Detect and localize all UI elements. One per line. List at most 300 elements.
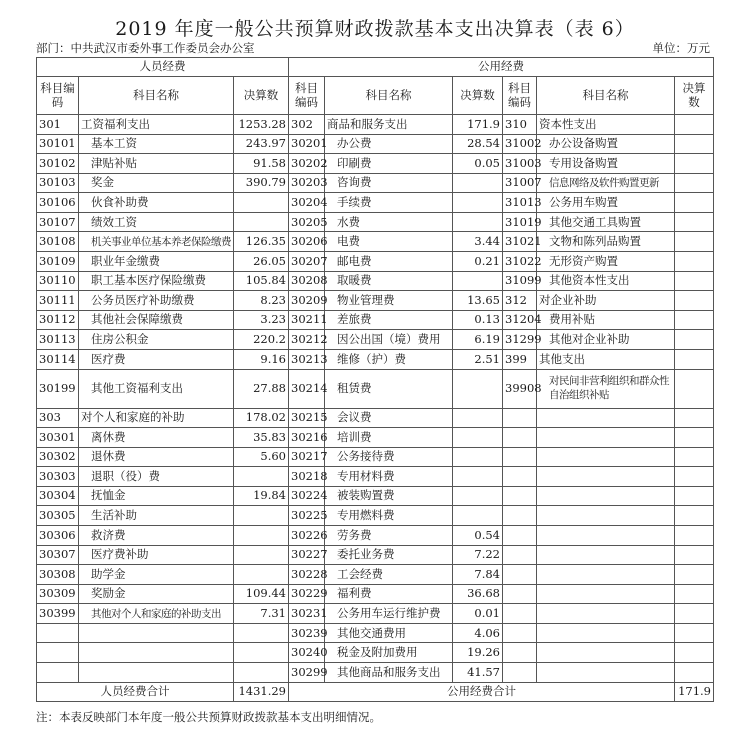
code-cell: 310 [503, 115, 537, 135]
name-header: 科目名称 [325, 77, 453, 115]
name-cell: 手续费 [325, 193, 453, 213]
code-cell: 31204 [503, 310, 537, 330]
name-cell: 其他对企业补助 [537, 330, 675, 350]
code-header: 科目编码 [289, 77, 325, 115]
code-cell: 30206 [289, 232, 325, 252]
table-row [37, 663, 714, 683]
code-cell: 30218 [289, 467, 325, 487]
code-cell [503, 545, 537, 565]
name-cell: 维修（护）费 [325, 349, 453, 369]
code-cell: 31019 [503, 212, 537, 232]
amount-cell [675, 565, 714, 585]
code-cell: 30111 [37, 291, 79, 311]
table-row [37, 604, 714, 624]
code-cell: 31299 [503, 330, 537, 350]
name-cell [537, 486, 675, 506]
amount-cell [675, 467, 714, 487]
code-cell: 30216 [289, 428, 325, 448]
table-row [37, 369, 714, 408]
code-cell: 31013 [503, 193, 537, 213]
amount-cell [675, 584, 714, 604]
name-cell: 差旅费 [325, 310, 453, 330]
amount-cell [675, 604, 714, 624]
name-cell: 电费 [325, 232, 453, 252]
code-cell [503, 506, 537, 526]
amount-cell [453, 467, 503, 487]
name-cell: 文物和陈列品购置 [537, 232, 675, 252]
code-cell: 30209 [289, 291, 325, 311]
table-row [37, 447, 714, 467]
amount-cell: 390.79 [234, 173, 289, 193]
name-cell [79, 663, 234, 683]
amount-cell: 35.83 [234, 428, 289, 448]
amount-cell [675, 408, 714, 428]
code-cell: 30212 [289, 330, 325, 350]
name-cell: 培训费 [325, 428, 453, 448]
amount-cell [675, 486, 714, 506]
name-cell [537, 545, 675, 565]
amount-cell: 13.65 [453, 291, 503, 311]
name-cell: 对个人和家庭的补助 [79, 408, 234, 428]
code-cell: 30231 [289, 604, 325, 624]
name-cell: 其他交通工具购置 [537, 212, 675, 232]
name-cell: 抚恤金 [79, 486, 234, 506]
code-cell: 31002 [503, 134, 537, 154]
footnote: 注：本表反映部门本年度一般公共预算财政拨款基本支出明细情况。 [36, 710, 381, 724]
name-cell [537, 663, 675, 683]
expenditure-table [36, 57, 714, 702]
name-cell: 办公费 [325, 134, 453, 154]
name-cell [537, 643, 675, 663]
amount-cell [675, 173, 714, 193]
amount-header: 决算数 [234, 77, 289, 115]
amount-cell [675, 291, 714, 311]
name-cell: 退职（役）费 [79, 467, 234, 487]
name-cell: 基本工资 [79, 134, 234, 154]
name-cell: 水费 [325, 212, 453, 232]
amount-cell [453, 212, 503, 232]
amount-cell: 6.19 [453, 330, 503, 350]
code-cell: 30199 [37, 369, 79, 408]
amount-cell [675, 193, 714, 213]
amount-cell: 3.23 [234, 310, 289, 330]
name-cell: 劳务费 [325, 525, 453, 545]
name-cell: 其他工资福利支出 [79, 369, 234, 408]
amount-cell: 28.54 [453, 134, 503, 154]
name-cell: 其他交通费用 [325, 623, 453, 643]
name-cell: 医疗费 [79, 349, 234, 369]
table-row [37, 408, 714, 428]
code-cell: 30215 [289, 408, 325, 428]
code-header: 科目编码 [37, 77, 79, 115]
code-cell [503, 584, 537, 604]
code-cell: 30110 [37, 271, 79, 291]
amount-cell [234, 506, 289, 526]
amount-cell [675, 663, 714, 683]
amount-cell: 0.05 [453, 154, 503, 174]
amount-cell [453, 408, 503, 428]
code-cell: 30309 [37, 584, 79, 604]
name-cell: 生活补助 [79, 506, 234, 526]
amount-cell: 27.88 [234, 369, 289, 408]
amount-cell: 19.84 [234, 486, 289, 506]
name-cell: 医疗费补助 [79, 545, 234, 565]
amount-cell: 19.26 [453, 643, 503, 663]
name-cell: 委托业务费 [325, 545, 453, 565]
table-row [37, 134, 714, 154]
table-row [37, 271, 714, 291]
code-cell: 30306 [37, 525, 79, 545]
amount-cell [675, 232, 714, 252]
name-cell: 租赁费 [325, 369, 453, 408]
name-cell: 其他支出 [537, 349, 675, 369]
code-cell: 39908 [503, 369, 537, 408]
amount-cell [675, 545, 714, 565]
name-cell: 咨询费 [325, 173, 453, 193]
name-cell [537, 408, 675, 428]
table-row [37, 115, 714, 135]
code-cell: 30227 [289, 545, 325, 565]
amount-header: 决算数 [675, 77, 714, 115]
code-cell: 30204 [289, 193, 325, 213]
name-cell: 离休费 [79, 428, 234, 448]
name-cell: 救济费 [79, 525, 234, 545]
name-cell: 津贴补贴 [79, 154, 234, 174]
name-cell: 税金及附加费用 [325, 643, 453, 663]
amount-cell: 0.54 [453, 525, 503, 545]
amount-cell [234, 643, 289, 663]
table-row [37, 643, 714, 663]
amount-cell [675, 349, 714, 369]
name-cell [537, 584, 675, 604]
code-cell: 31099 [503, 271, 537, 291]
table-row [37, 330, 714, 350]
code-cell: 30302 [37, 447, 79, 467]
amount-cell [675, 252, 714, 272]
amount-cell: 220.2 [234, 330, 289, 350]
code-cell: 30108 [37, 232, 79, 252]
amount-cell [234, 212, 289, 232]
code-cell: 30202 [289, 154, 325, 174]
code-cell [503, 643, 537, 663]
amount-cell: 41.57 [453, 663, 503, 683]
amount-cell [234, 467, 289, 487]
code-cell [503, 565, 537, 585]
amount-cell: 1253.28 [234, 115, 289, 135]
code-cell: 30305 [37, 506, 79, 526]
name-cell: 专用燃料费 [325, 506, 453, 526]
code-cell: 30103 [37, 173, 79, 193]
code-cell [37, 643, 79, 663]
amount-cell [453, 506, 503, 526]
code-cell: 30213 [289, 349, 325, 369]
name-cell [537, 447, 675, 467]
code-cell: 30107 [37, 212, 79, 232]
code-header: 科目编码 [503, 77, 537, 115]
table-row [37, 212, 714, 232]
amount-cell [234, 565, 289, 585]
name-cell: 其他商品和服务支出 [325, 663, 453, 683]
code-cell: 30224 [289, 486, 325, 506]
name-cell: 公务接待费 [325, 447, 453, 467]
amount-cell [675, 428, 714, 448]
code-cell: 30203 [289, 173, 325, 193]
amount-cell [675, 623, 714, 643]
code-cell: 30228 [289, 565, 325, 585]
name-cell: 会议费 [325, 408, 453, 428]
code-cell: 30217 [289, 447, 325, 467]
code-cell: 30208 [289, 271, 325, 291]
amount-cell: 7.84 [453, 565, 503, 585]
name-cell: 信息网络及软件购置更新 [537, 173, 675, 193]
code-cell: 30399 [37, 604, 79, 624]
code-cell [503, 408, 537, 428]
code-cell [503, 428, 537, 448]
amount-cell: 91.58 [234, 154, 289, 174]
name-cell: 被装购置费 [325, 486, 453, 506]
code-cell [503, 623, 537, 643]
amount-cell: 4.06 [453, 623, 503, 643]
name-cell: 资本性支出 [537, 115, 675, 135]
code-cell: 30214 [289, 369, 325, 408]
amount-cell [675, 330, 714, 350]
code-cell: 30101 [37, 134, 79, 154]
name-cell: 机关事业单位基本养老保险缴费 [79, 232, 234, 252]
amount-cell [675, 271, 714, 291]
table-row [37, 486, 714, 506]
code-cell [37, 663, 79, 683]
name-cell: 工资福利支出 [79, 115, 234, 135]
amount-cell [453, 173, 503, 193]
amount-cell [675, 447, 714, 467]
amount-cell [453, 193, 503, 213]
name-cell: 无形资产购置 [537, 252, 675, 272]
name-cell: 邮电费 [325, 252, 453, 272]
amount-cell: 243.97 [234, 134, 289, 154]
amount-cell [453, 369, 503, 408]
page-title: 2019 年度一般公共预算财政拨款基本支出决算表（表 6） [115, 18, 635, 40]
code-cell: 30304 [37, 486, 79, 506]
code-cell: 30207 [289, 252, 325, 272]
table-row [37, 467, 714, 487]
name-cell: 奖励金 [79, 584, 234, 604]
code-cell: 30308 [37, 565, 79, 585]
table-row [37, 623, 714, 643]
table-row [37, 173, 714, 193]
table-row [37, 310, 714, 330]
code-cell: 30211 [289, 310, 325, 330]
amount-cell [675, 506, 714, 526]
code-cell [503, 663, 537, 683]
unit-label: 单位：万元 [652, 41, 710, 55]
name-cell: 对民间非营利组织和群众性自治组织补贴 [537, 369, 675, 408]
amount-cell: 109.44 [234, 584, 289, 604]
code-cell: 303 [37, 408, 79, 428]
code-cell [503, 467, 537, 487]
name-cell: 职工基本医疗保险缴费 [79, 271, 234, 291]
code-cell: 30226 [289, 525, 325, 545]
name-cell [537, 604, 675, 624]
code-cell: 31022 [503, 252, 537, 272]
name-cell: 其他资本性支出 [537, 271, 675, 291]
amount-cell: 178.02 [234, 408, 289, 428]
name-cell: 取暖费 [325, 271, 453, 291]
code-cell [503, 525, 537, 545]
name-cell [537, 428, 675, 448]
table-row [37, 252, 714, 272]
table-body [37, 115, 714, 683]
amount-cell [675, 134, 714, 154]
amount-cell [234, 623, 289, 643]
code-cell: 31007 [503, 173, 537, 193]
amount-cell: 0.13 [453, 310, 503, 330]
amount-cell: 3.44 [453, 232, 503, 252]
code-cell [503, 447, 537, 467]
code-cell: 30113 [37, 330, 79, 350]
amount-cell [675, 643, 714, 663]
name-cell: 伙食补助费 [79, 193, 234, 213]
name-cell [537, 565, 675, 585]
name-cell: 专用材料费 [325, 467, 453, 487]
name-cell: 因公出国（境）费用 [325, 330, 453, 350]
name-cell: 其他对个人和家庭的补助支出 [79, 604, 234, 624]
amount-cell [675, 212, 714, 232]
personnel-total-value: 1431.29 [234, 683, 289, 702]
name-header: 科目名称 [537, 77, 675, 115]
code-cell: 301 [37, 115, 79, 135]
code-cell: 30303 [37, 467, 79, 487]
amount-cell [453, 486, 503, 506]
amount-cell [234, 545, 289, 565]
amount-cell: 7.22 [453, 545, 503, 565]
code-cell: 31003 [503, 154, 537, 174]
name-cell [537, 467, 675, 487]
name-cell: 商品和服务支出 [325, 115, 453, 135]
amount-cell: 9.16 [234, 349, 289, 369]
table-row [37, 232, 714, 252]
code-cell: 30201 [289, 134, 325, 154]
code-cell [503, 604, 537, 624]
table-row [37, 565, 714, 585]
code-cell [503, 486, 537, 506]
amount-header: 决算数 [453, 77, 503, 115]
name-cell: 工会经费 [325, 565, 453, 585]
amount-cell: 7.31 [234, 604, 289, 624]
amount-cell: 0.21 [453, 252, 503, 272]
table-row [37, 584, 714, 604]
name-cell [537, 525, 675, 545]
amount-cell [675, 154, 714, 174]
code-cell: 30239 [289, 623, 325, 643]
code-cell: 30112 [37, 310, 79, 330]
table-row [37, 506, 714, 526]
amount-cell: 2.51 [453, 349, 503, 369]
code-cell: 30229 [289, 584, 325, 604]
table-row [37, 291, 714, 311]
code-cell: 30240 [289, 643, 325, 663]
table-row [37, 193, 714, 213]
code-cell: 31021 [503, 232, 537, 252]
public-total-label: 公用经费合计 [289, 683, 675, 702]
name-cell: 对企业补助 [537, 291, 675, 311]
amount-cell: 26.05 [234, 252, 289, 272]
name-cell: 费用补贴 [537, 310, 675, 330]
code-cell: 312 [503, 291, 537, 311]
name-cell [79, 643, 234, 663]
code-cell: 30301 [37, 428, 79, 448]
name-cell: 公务用车购置 [537, 193, 675, 213]
name-cell [537, 623, 675, 643]
name-cell: 公务用车运行维护费 [325, 604, 453, 624]
name-cell [537, 506, 675, 526]
public-group-header: 公用经费 [289, 58, 714, 77]
code-cell: 30102 [37, 154, 79, 174]
public-total-value: 171.9 [675, 683, 714, 702]
amount-cell: 36.68 [453, 584, 503, 604]
code-cell: 30106 [37, 193, 79, 213]
table-row [37, 349, 714, 369]
name-cell: 专用设备购置 [537, 154, 675, 174]
amount-cell [234, 663, 289, 683]
code-cell: 30307 [37, 545, 79, 565]
code-cell [37, 623, 79, 643]
amount-cell [675, 115, 714, 135]
amount-cell: 5.60 [234, 447, 289, 467]
amount-cell [675, 525, 714, 545]
amount-cell [675, 310, 714, 330]
amount-cell [453, 271, 503, 291]
code-cell: 399 [503, 349, 537, 369]
amount-cell [234, 193, 289, 213]
amount-cell: 105.84 [234, 271, 289, 291]
department-label: 部门：中共武汉市委外事工作委员会办公室 [36, 41, 255, 55]
code-cell: 30205 [289, 212, 325, 232]
table-row [37, 154, 714, 174]
personnel-group-header: 人员经费 [37, 58, 289, 77]
code-cell: 30109 [37, 252, 79, 272]
amount-cell [234, 525, 289, 545]
personnel-total-label: 人员经费合计 [37, 683, 234, 702]
name-cell: 公务员医疗补助缴费 [79, 291, 234, 311]
name-cell: 退休费 [79, 447, 234, 467]
amount-cell: 126.35 [234, 232, 289, 252]
amount-cell: 8.23 [234, 291, 289, 311]
amount-cell [453, 447, 503, 467]
amount-cell [453, 428, 503, 448]
name-cell: 物业管理费 [325, 291, 453, 311]
amount-cell: 171.9 [453, 115, 503, 135]
name-header: 科目名称 [79, 77, 234, 115]
code-cell: 302 [289, 115, 325, 135]
table-row [37, 525, 714, 545]
name-cell: 其他社会保障缴费 [79, 310, 234, 330]
code-cell: 30299 [289, 663, 325, 683]
name-cell: 职业年金缴费 [79, 252, 234, 272]
code-cell: 30114 [37, 349, 79, 369]
table-row [37, 428, 714, 448]
code-cell: 30225 [289, 506, 325, 526]
name-cell: 住房公积金 [79, 330, 234, 350]
name-cell: 助学金 [79, 565, 234, 585]
name-cell: 印刷费 [325, 154, 453, 174]
name-cell: 福利费 [325, 584, 453, 604]
name-cell: 办公设备购置 [537, 134, 675, 154]
amount-cell: 0.01 [453, 604, 503, 624]
table-row [37, 545, 714, 565]
name-cell [79, 623, 234, 643]
name-cell: 绩效工资 [79, 212, 234, 232]
amount-cell [675, 369, 714, 408]
